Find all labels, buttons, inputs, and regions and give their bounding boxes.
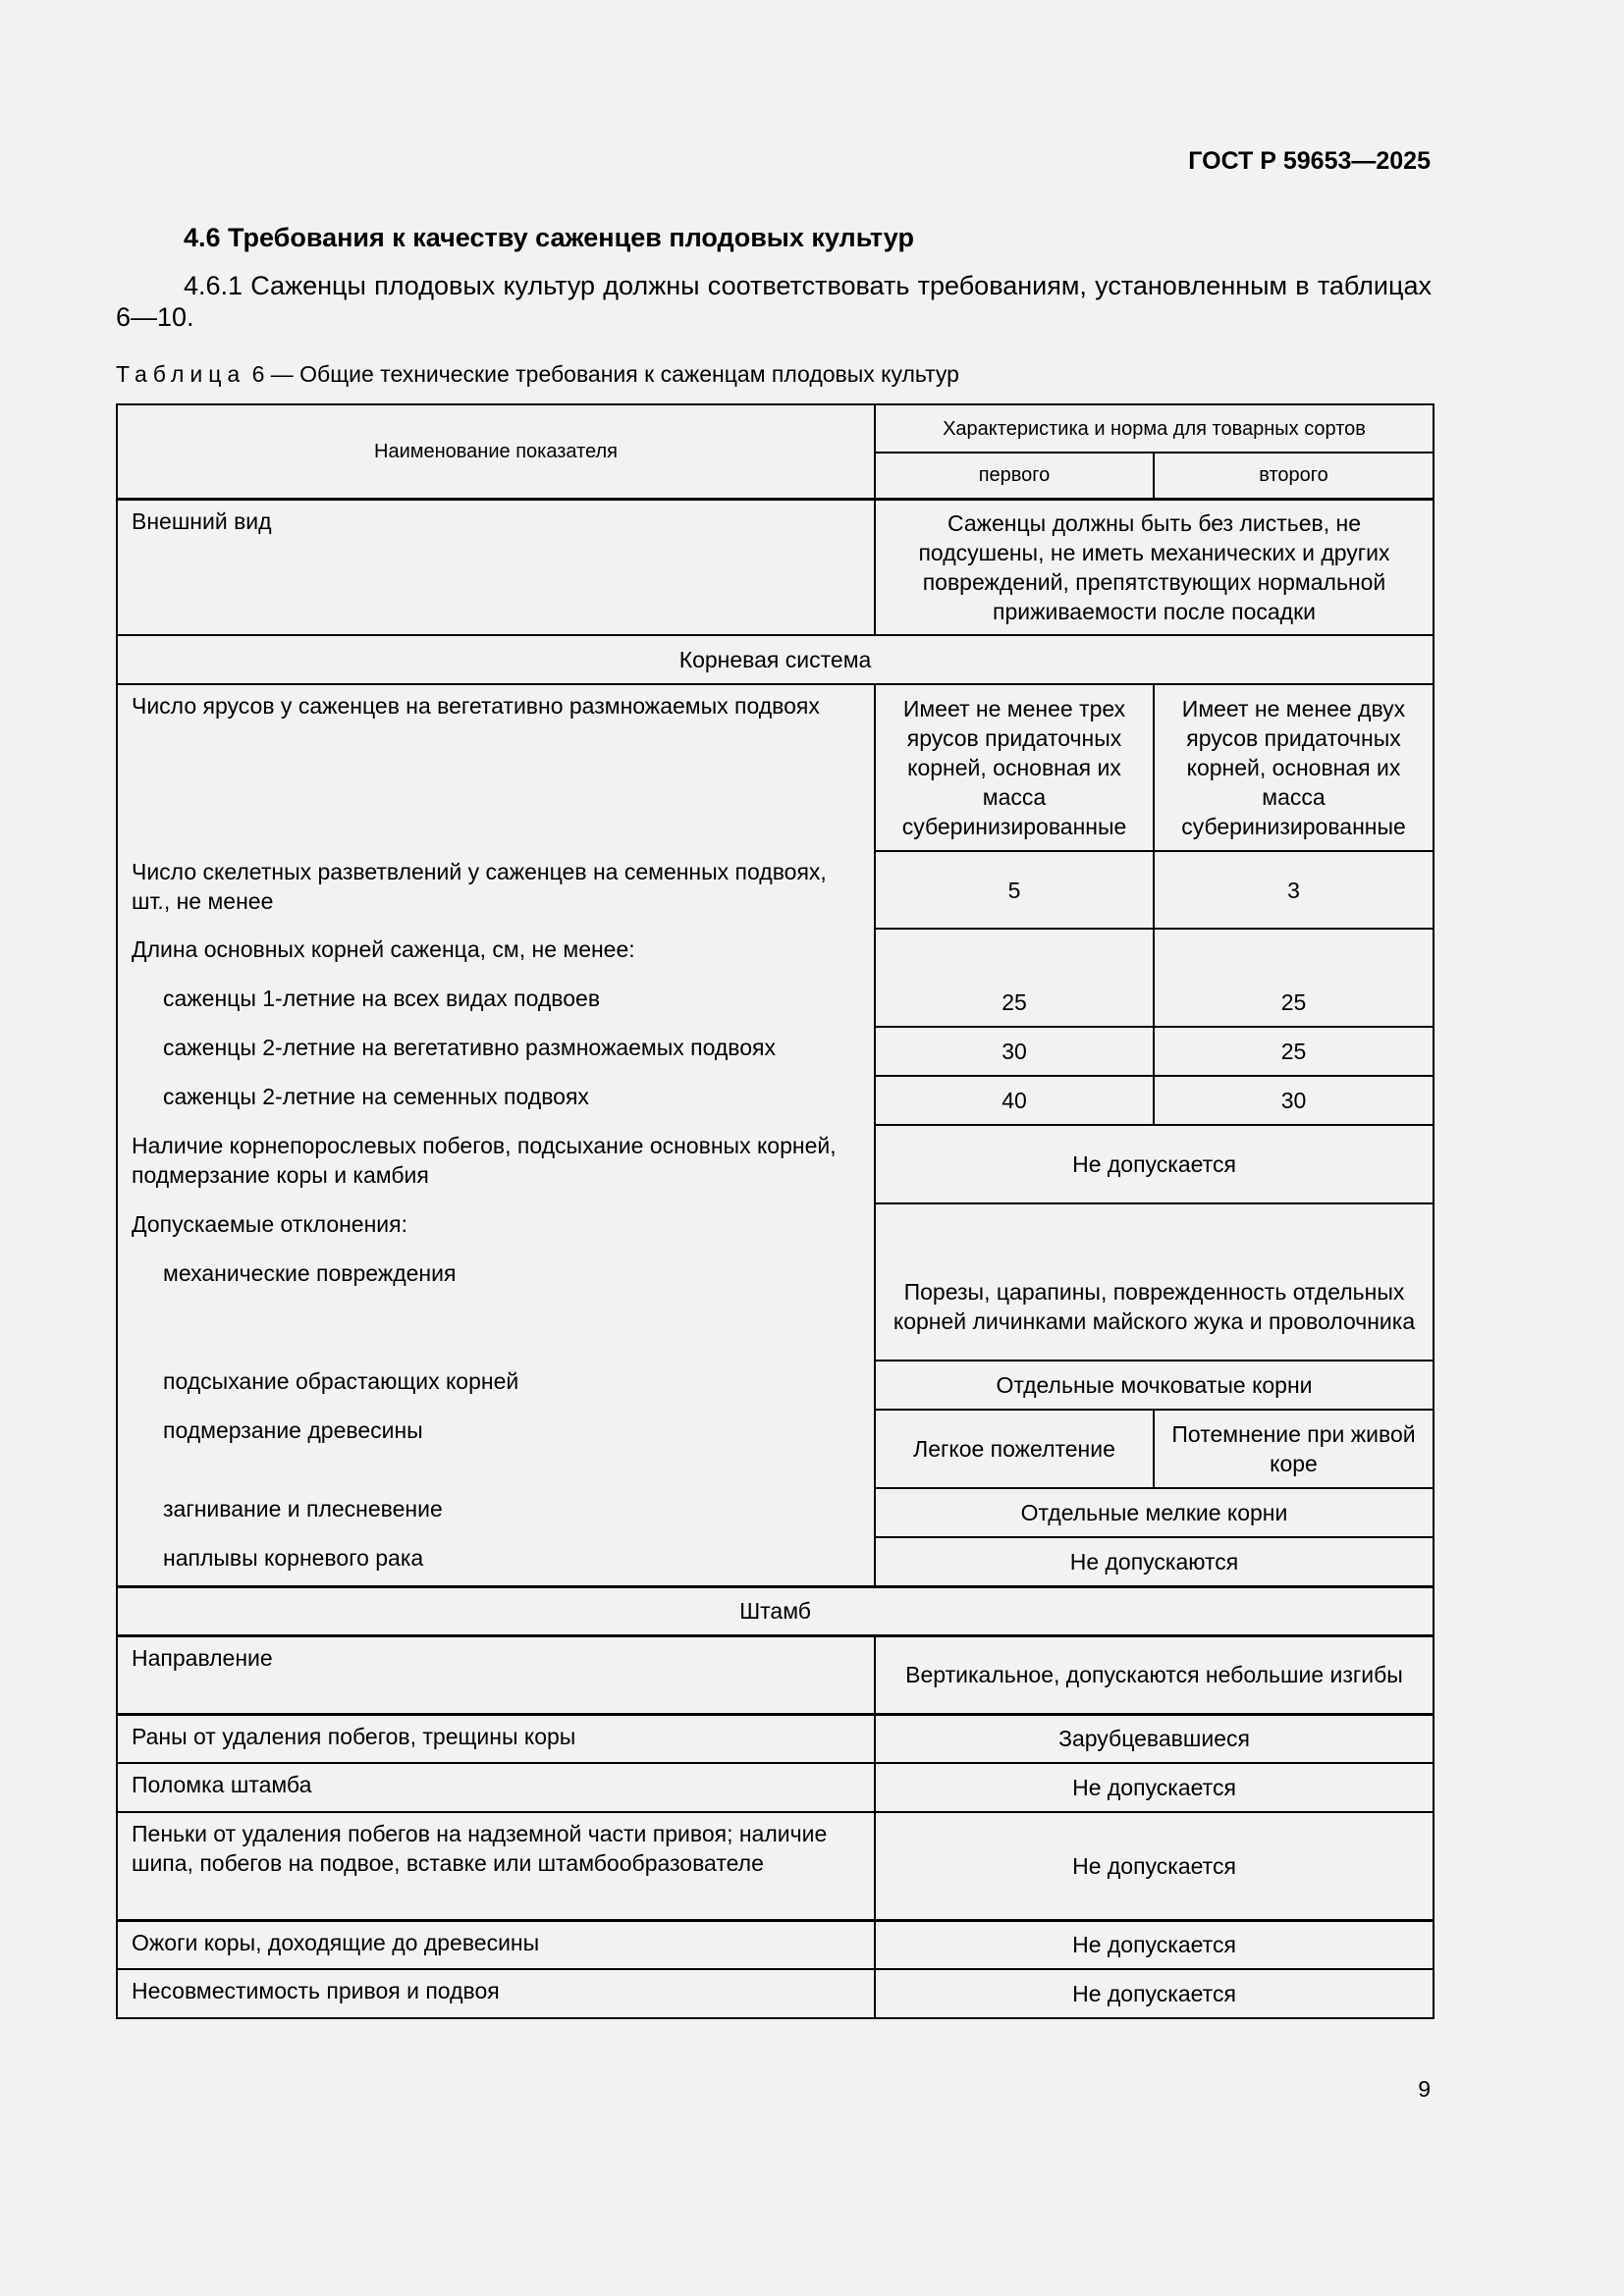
- table-caption: [116, 361, 959, 388]
- table-row: [117, 978, 1434, 1027]
- row-label: загнивание и плесневение: [117, 1488, 875, 1537]
- table-caption-text: 6 — Общие технические требования к саженцам плодовых культур: [251, 361, 959, 387]
- table-row: [117, 1076, 1434, 1125]
- empty-cell: [875, 1203, 1434, 1253]
- section-row-trunk: [117, 1586, 1434, 1635]
- col-header-first: первого: [875, 453, 1154, 499]
- row-label: саженцы 2-летние на вегетативно размножаемых подвоях: [117, 1027, 875, 1076]
- row-value-second: 3: [1154, 851, 1434, 929]
- row-label: Число ярусов у саженцев на вегетативно размножаемых подвоях: [117, 684, 875, 851]
- table-row: [117, 1812, 1434, 1920]
- table-row: [117, 1969, 1434, 2018]
- section-title: 4.6 Требования к качеству саженцев плодовых культур: [184, 223, 914, 252]
- table-row: [117, 929, 1434, 978]
- row-label: Поломка штамба: [117, 1763, 875, 1812]
- section-label: Штамб: [117, 1586, 1434, 1635]
- page-number: 9: [1418, 2076, 1431, 2102]
- table-head-row: [117, 404, 1434, 453]
- row-value: Зарубцевавшиеся: [875, 1714, 1434, 1763]
- row-label: Пеньки от удаления побегов на надземной части привоя; наличие шипа, побегов на подвое, вставке или штамбообразователе: [117, 1812, 875, 1920]
- table-row: [117, 1361, 1434, 1410]
- row-value: Не допускается: [875, 1969, 1434, 2018]
- row-value: Не допускается: [875, 1125, 1434, 1203]
- standard-code: ГОСТ Р 59653—2025: [1188, 147, 1431, 175]
- row-label: Несовместимость привоя и подвоя: [117, 1969, 875, 2018]
- row-value: Не допускается: [875, 1920, 1434, 1969]
- table-row: [117, 851, 1434, 929]
- row-value-second: Потемнение при живой коре: [1154, 1410, 1434, 1488]
- row-label: подмерзание древесины: [117, 1410, 875, 1488]
- row-label: саженцы 1-летние на всех видах подвоев: [117, 978, 875, 1027]
- section-label: Корневая система: [117, 635, 1434, 684]
- table-row: [117, 1635, 1434, 1714]
- col-header-second: второго: [1154, 453, 1434, 499]
- table-row: [117, 1763, 1434, 1812]
- row-value-first: 40: [875, 1076, 1154, 1125]
- table-row: [117, 1203, 1434, 1253]
- row-value: Саженцы должны быть без листьев, не подсушены, не иметь механических и других повреждений, препятствующих нормальной приживаемости после посадки: [875, 499, 1434, 635]
- row-label: Внешний вид: [117, 499, 875, 635]
- table-row: [117, 1125, 1434, 1203]
- row-label: Ожоги коры, доходящие до древесины: [117, 1920, 875, 1969]
- empty-cell: [875, 929, 1154, 978]
- row-value-first: Имеет не менее трех ярусов придаточных корней, основная их масса суберинизированные: [875, 684, 1154, 851]
- row-value-second: Имеет не менее двух ярусов придаточных корней, основная их масса суберинизированные: [1154, 684, 1434, 851]
- row-label: Допускаемые отклонения:: [117, 1203, 875, 1253]
- row-label: механические повреждения: [117, 1253, 875, 1361]
- row-value: Вертикальное, допускаются небольшие изгибы: [875, 1635, 1434, 1714]
- table-row: [117, 1920, 1434, 1969]
- row-value-second: 25: [1154, 1027, 1434, 1076]
- empty-cell: [1154, 929, 1434, 978]
- requirements-table: [116, 403, 1435, 2019]
- row-label: подсыхание обрастающих корней: [117, 1361, 875, 1410]
- table-row: [117, 1410, 1434, 1488]
- table-row: [117, 684, 1434, 851]
- table-row: [117, 1537, 1434, 1586]
- row-label: Наличие корнепорослевых побегов, подсыхание основных корней, подмерзание коры и камбия: [117, 1125, 875, 1203]
- row-label: Раны от удаления побегов, трещины коры: [117, 1714, 875, 1763]
- col-header-indicator: Наименование показателя: [117, 404, 875, 499]
- table-row: [117, 1027, 1434, 1076]
- row-value: Отдельные мочковатые корни: [875, 1361, 1434, 1410]
- row-value-second: 30: [1154, 1076, 1434, 1125]
- row-label: Направление: [117, 1635, 875, 1714]
- row-value: Не допускается: [875, 1812, 1434, 1920]
- row-value-second: 25: [1154, 978, 1434, 1027]
- paragraph-4-6-1: 4.6.1 Саженцы плодовых культур должны соответствовать требованиям, установленным в таблицах 6—10.: [116, 271, 1432, 332]
- row-value: Отдельные мелкие корни: [875, 1488, 1434, 1537]
- row-value-first: 25: [875, 978, 1154, 1027]
- row-label: Длина основных корней саженца, см, не менее:: [117, 929, 875, 978]
- row-value: Не допускается: [875, 1763, 1434, 1812]
- row-value: Не допускаются: [875, 1537, 1434, 1586]
- row-value-first: 30: [875, 1027, 1154, 1076]
- row-label: саженцы 2-летние на семенных подвоях: [117, 1076, 875, 1125]
- table-row: [117, 1488, 1434, 1537]
- table-row: [117, 1253, 1434, 1361]
- table-caption-prefix: Таблица: [116, 361, 246, 387]
- col-header-group: Характеристика и норма для товарных сортов: [875, 404, 1434, 453]
- section-row-roots: [117, 635, 1434, 684]
- row-value: Порезы, царапины, поврежденность отдельных корней личинками майского жука и проволочника: [875, 1253, 1434, 1361]
- row-label: наплывы корневого рака: [117, 1537, 875, 1586]
- row-value-first: 5: [875, 851, 1154, 929]
- row-label: Число скелетных разветвлений у саженцев на семенных подвоях, шт., не менее: [117, 851, 875, 929]
- table-row: [117, 1714, 1434, 1763]
- row-value-first: Легкое пожелтение: [875, 1410, 1154, 1488]
- table-row: [117, 499, 1434, 635]
